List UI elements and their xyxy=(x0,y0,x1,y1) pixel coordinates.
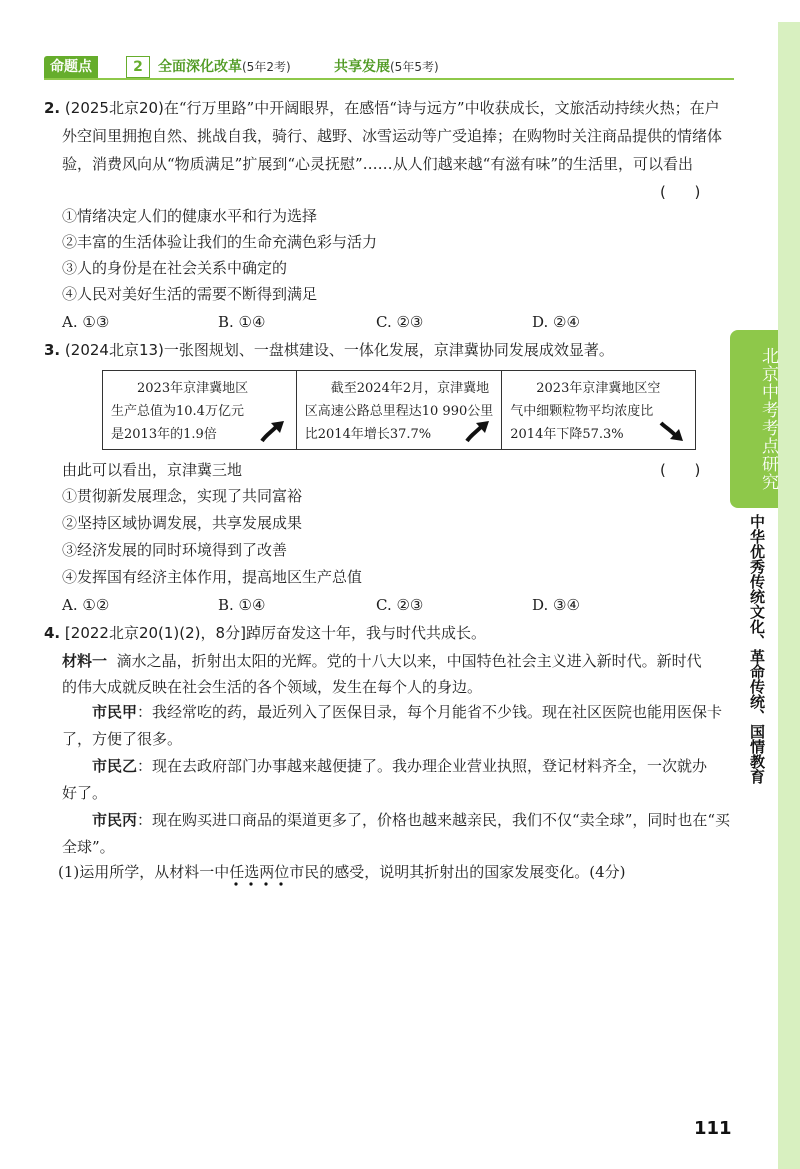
side-tab-chapter: 北京中考考点研究 xyxy=(730,330,778,508)
q2-statement-4: ④人民对美好生活的需要不断得到满足 xyxy=(62,285,318,303)
q4-citizen-c-line-2: 全球”。 xyxy=(62,838,115,856)
q4-citizen-b-line-1: 市民乙：现在去政府部门办事越来越便捷了。我办理企业营业执照，登记材料齐全，一次就办 xyxy=(92,757,708,775)
q3-option-b: B. ①④ xyxy=(218,596,266,614)
right-margin-strip xyxy=(778,22,800,1169)
q3-info-table xyxy=(102,370,696,450)
q4-citizen-a-line-1: 市民甲：我经常吃的药，最近列入了医保目录，每个月能省不少钱。现在社区医院也能用医保卡 xyxy=(92,703,723,721)
q2-option-c: C. ②③ xyxy=(376,313,424,331)
q4-material-line-1: 材料一 滴水之晶，折射出太阳的光辉。党的十八大以来，中国特色社会主义进入新时代。新时代 xyxy=(62,652,702,670)
q3-stem: 3. (2024北京13)一张图规划、一盘棋建设、一体化发展，京津冀协同发展成效显著。 xyxy=(44,341,614,359)
q2-answer-bracket: ( ) xyxy=(660,183,701,201)
info-cell-highway: 截至2024年2月，京津冀地 区高速公路总里程达10 990公里 比2014年增长37.7% xyxy=(297,371,503,449)
q3-lead: 由此可以看出，京津冀三地 xyxy=(62,461,243,479)
emphasis-dotted-text: 任选两位 xyxy=(229,863,289,881)
q4-citizen-b-line-2: 好了。 xyxy=(62,784,108,802)
q2-option-b: B. ①④ xyxy=(218,313,266,331)
header-badge: 命题点 xyxy=(44,56,98,78)
q4-subquestion-1: (1)运用所学，从材料一中任选两位 市民的感受，说明其折射出的国家发展变化。(4分) xyxy=(58,862,626,882)
q3-statement-4: ④发挥国有经济主体作用，提高地区生产总值 xyxy=(62,568,363,586)
header-topic-1: 全面深化改革(5年2考) xyxy=(158,59,291,75)
q2-stem-line-1: 2. (2025北京20)在“行万里路”中开阔眼界，在感悟“诗与远方”中收获成长，文旅活动持续火热；在户 xyxy=(44,99,720,117)
q3-answer-bracket: ( ) xyxy=(660,461,701,479)
down-trend-arrow-icon xyxy=(659,419,685,443)
q2-stem-line-3: 验，消费风向从“物质满足”扩展到“心灵抚慰”……从人们越来越“有滋有味”的生活里，可以看出 xyxy=(62,155,694,173)
emphasis-dots-icon xyxy=(229,881,289,887)
q3-option-c: C. ②③ xyxy=(376,596,424,614)
header-number: 2 xyxy=(126,56,150,78)
q3-statement-3: ③经济发展的同时环境得到了改善 xyxy=(62,541,288,559)
section-header xyxy=(44,56,734,80)
q2-stem-line-2: 外空间里拥抱自然、挑战自我，骑行、越野、冰雪运动等广受追捧；在购物时关注商品提供的情绪体 xyxy=(62,127,723,145)
q4-citizen-c-line-1: 市民丙：现在购买进口商品的渠道更多了，价格也越来越亲民，我们不仅“卖全球”，同时也在“买 xyxy=(92,811,731,829)
q2-statement-3: ③人的身份是在社会关系中确定的 xyxy=(62,259,288,277)
q4-citizen-a-line-2: 了，方便了很多。 xyxy=(62,730,183,748)
side-tab-section: 中华优秀传统文化、革命传统、国情教育 xyxy=(730,508,778,798)
header-topic-2: 共享发展(5年5考) xyxy=(334,59,439,75)
up-trend-arrow-icon xyxy=(465,419,491,443)
info-cell-air-quality: 2023年京津冀地区空 气中细颗粒物平均浓度比 2014年下降57.3% xyxy=(502,371,695,449)
q3-statement-1: ①贯彻新发展理念，实现了共同富裕 xyxy=(62,487,303,505)
q4-stem: 4. [2022北京20(1)(2)，8分]踔厉奋发这十年，我与时代共成长。 xyxy=(44,624,486,642)
q4-material-line-2: 的伟大成就反映在社会生活的各个领域，发生在每个人的身边。 xyxy=(62,678,483,696)
page-number: 111 xyxy=(694,1118,732,1139)
q3-option-a: A. ①② xyxy=(62,596,110,614)
q2-statement-1: ①情绪决定人们的健康水平和行为选择 xyxy=(62,207,318,225)
up-trend-arrow-icon xyxy=(260,419,286,443)
q3-statement-2: ②坚持区域协调发展，共享发展成果 xyxy=(62,514,303,532)
q2-option-a: A. ①③ xyxy=(62,313,110,331)
q3-option-d: D. ③④ xyxy=(532,596,580,614)
q2-statement-2: ②丰富的生活体验让我们的生命充满色彩与活力 xyxy=(62,233,378,251)
q2-option-d: D. ②④ xyxy=(532,313,580,331)
info-cell-gdp: 2023年京津冀地区 生产总值为10.4万亿元 是2013年的1.9倍 xyxy=(103,371,297,449)
